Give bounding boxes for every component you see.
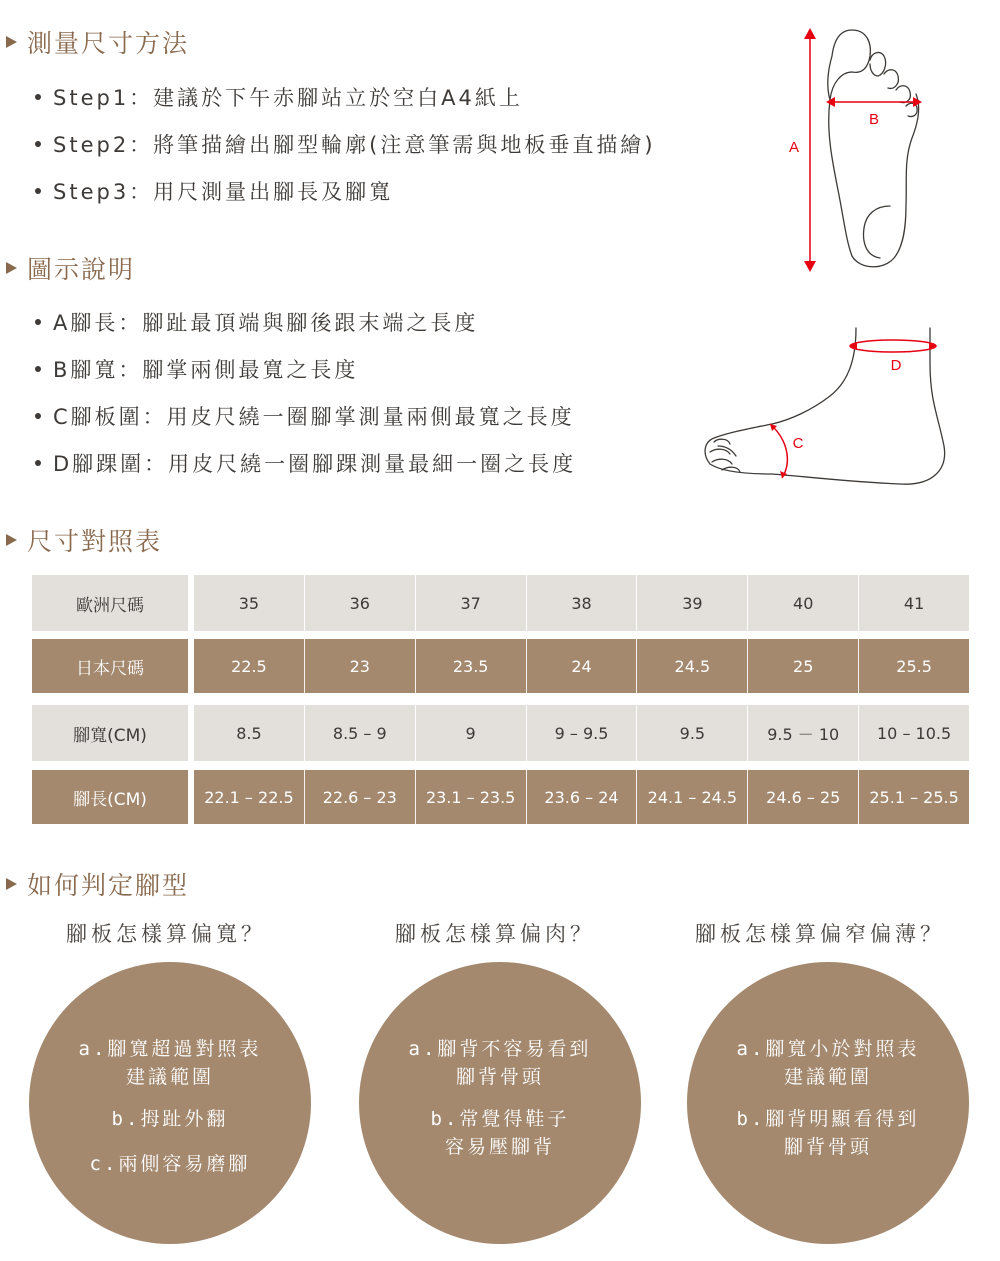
bullet-dot-icon xyxy=(35,460,41,466)
triangle-bullet-icon xyxy=(6,262,17,274)
circle-text: a.腳寬小於對照表 xyxy=(736,1038,920,1060)
section-title-judge: 如何判定腳型 xyxy=(6,864,189,904)
circle-text: c.兩側容易磨腳 xyxy=(89,1153,251,1175)
table-row xyxy=(32,770,969,824)
circle-text: b.拇趾外翻 xyxy=(111,1108,229,1130)
table-cell: 22.5 xyxy=(231,656,267,676)
list-item: B腳寬：腳掌兩側最寬之長度 xyxy=(35,345,576,392)
list-item: C腳板圍：用皮尺繞一圈腳掌測量兩側最寬之長度 xyxy=(35,392,576,439)
foot-type-circle-fleshy xyxy=(359,962,641,1244)
table-cell: 22.6 – 23 xyxy=(304,770,415,824)
table-cell: 9.5 － 10 xyxy=(747,705,858,761)
table-cell: 37 xyxy=(415,575,526,631)
table-cell: 23.5 xyxy=(415,639,526,693)
bullet-dot-icon xyxy=(35,141,41,147)
row-header-length: 腳長(CM) xyxy=(32,770,188,824)
circle-text: b.腳背明顯看得到 xyxy=(736,1108,920,1130)
table-cell: 39 xyxy=(636,575,747,631)
table-cell: 35 xyxy=(238,593,260,613)
table-row xyxy=(32,639,969,693)
foot-type-question-wide: 腳板怎樣算偏寬？ xyxy=(66,922,266,946)
label-d: D xyxy=(890,357,902,374)
foot-type-circle-wide xyxy=(29,962,311,1244)
section-title-measure: 測量尺寸方法 xyxy=(6,22,189,62)
table-row xyxy=(32,705,969,761)
triangle-bullet-icon xyxy=(6,878,17,890)
foot-sole-diagram-icon xyxy=(780,20,930,280)
triangle-bullet-icon xyxy=(6,534,17,546)
triangle-bullet-icon xyxy=(6,36,17,48)
foot-side-diagram-icon xyxy=(700,320,960,500)
bullet-dot-icon xyxy=(35,413,41,419)
table-cell: 23.6 – 24 xyxy=(526,770,637,824)
section-title-size: 尺寸對照表 xyxy=(6,520,162,560)
diagram-items-list xyxy=(35,298,576,486)
row-header-jp: 日本尺碼 xyxy=(32,639,188,693)
label-c: C xyxy=(792,435,804,452)
bullet-dot-icon xyxy=(35,94,41,100)
table-cell: 24.5 xyxy=(636,639,747,693)
table-cell: 8.5 – 9 xyxy=(304,705,415,761)
bullet-dot-icon xyxy=(35,319,41,325)
table-cell: 38 xyxy=(526,575,637,631)
circle-text: 容易壓腳背 xyxy=(444,1136,555,1158)
table-cell: 25.5 xyxy=(858,639,969,693)
table-cell: 40 xyxy=(747,575,858,631)
table-cell: 9 – 9.5 xyxy=(526,705,637,761)
table-cell: 8.5 xyxy=(236,723,262,743)
table-cell: 36 xyxy=(304,575,415,631)
circle-text: 腳背骨頭 xyxy=(783,1136,872,1158)
measure-steps-list xyxy=(35,73,656,214)
list-item: Step1：建議於下午赤腳站立於空白A4紙上 xyxy=(35,73,656,120)
label-a: A xyxy=(788,139,800,156)
table-cell: 41 xyxy=(858,575,969,631)
list-item: D腳踝圍：用皮尺繞一圈腳踝測量最細一圈之長度 xyxy=(35,439,576,486)
row-header-width: 腳寬(CM) xyxy=(32,705,188,761)
label-b: B xyxy=(868,111,880,128)
table-cell: 22.1 – 22.5 xyxy=(204,787,294,807)
table-cell: 25 xyxy=(747,639,858,693)
row-header-eu: 歐洲尺碼 xyxy=(32,575,188,631)
table-cell: 24.1 – 24.5 xyxy=(636,770,747,824)
list-item: A腳長：腳趾最頂端與腳後跟末端之長度 xyxy=(35,298,576,345)
bullet-dot-icon xyxy=(35,366,41,372)
table-cell: 25.1 – 25.5 xyxy=(858,770,969,824)
foot-type-question-fleshy: 腳板怎樣算偏肉？ xyxy=(395,922,595,946)
list-item: Step2：將筆描繪出腳型輪廓(注意筆需與地板垂直描繪) xyxy=(35,120,656,167)
circle-text: 建議範圍 xyxy=(783,1066,872,1088)
circle-text: b.常覺得鞋子 xyxy=(430,1108,570,1130)
table-cell: 10 – 10.5 xyxy=(858,705,969,761)
table-cell: 9.5 xyxy=(636,705,747,761)
table-cell: 23.1 – 23.5 xyxy=(415,770,526,824)
circle-text: a.腳背不容易看到 xyxy=(408,1038,592,1060)
circle-text: 建議範圍 xyxy=(125,1066,214,1088)
circle-text: a.腳寬超過對照表 xyxy=(78,1038,262,1060)
list-item: Step3：用尺測量出腳長及腳寬 xyxy=(35,167,656,214)
bullet-dot-icon xyxy=(35,188,41,194)
circle-text: 腳背骨頭 xyxy=(455,1066,544,1088)
table-cell: 9 xyxy=(415,705,526,761)
table-cell: 23 xyxy=(304,639,415,693)
table-cell: 24 xyxy=(526,639,637,693)
foot-type-question-narrow: 腳板怎樣算偏窄偏薄？ xyxy=(695,922,945,946)
foot-type-circle-narrow xyxy=(687,962,969,1244)
table-row xyxy=(32,575,969,631)
section-title-diagram: 圖示說明 xyxy=(6,248,135,288)
table-cell: 24.6 – 25 xyxy=(747,770,858,824)
